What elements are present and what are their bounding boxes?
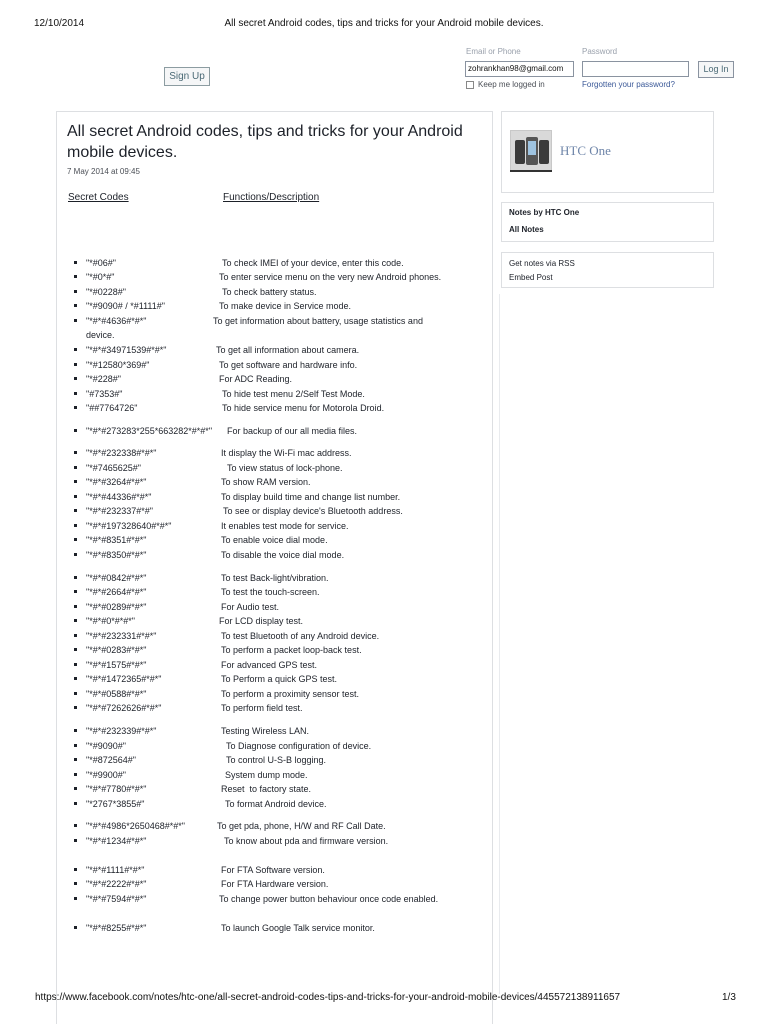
bullet-icon <box>74 773 77 776</box>
code-row <box>0 687 490 701</box>
code-description: To view status of lock-phone. <box>227 463 343 473</box>
secret-code: "*2767*3855#" <box>86 799 145 809</box>
password-label: Password <box>582 47 618 56</box>
bullet-icon <box>74 348 77 351</box>
code-row <box>0 921 490 935</box>
code-row <box>0 571 490 585</box>
secret-code: "*#228#" <box>86 374 121 384</box>
secret-code: "*#*#8350#*#*" <box>86 550 147 560</box>
code-row <box>0 585 490 599</box>
code-row <box>0 600 490 614</box>
code-row <box>0 372 490 386</box>
code-description: To enable voice dial mode. <box>221 535 328 545</box>
code-description: Reset to factory state. <box>221 784 312 794</box>
code-description: For FTA Hardware version. <box>221 879 329 889</box>
bullet-icon <box>74 926 77 929</box>
code-row <box>0 643 490 657</box>
code-description: To display build time and change list number. <box>221 492 401 502</box>
secret-code: "*#*#1234#*#*" <box>86 836 147 846</box>
code-description: To test the touch-screen. <box>221 587 320 597</box>
bullet-icon <box>74 392 77 395</box>
secret-code: "*#*#7594#*#*" <box>86 894 147 904</box>
password-field[interactable] <box>582 61 689 77</box>
bullet-icon <box>74 648 77 651</box>
bullet-icon <box>74 744 77 747</box>
code-row <box>0 401 490 415</box>
bullet-icon <box>74 261 77 264</box>
secret-code: "*#*#0283#*#*" <box>86 645 147 655</box>
code-description: To Perform a quick GPS test. <box>221 674 338 684</box>
code-row <box>0 424 490 438</box>
code-row <box>0 629 490 643</box>
code-description: To show RAM version. <box>221 477 311 487</box>
code-description: To get all information about camera. <box>216 345 360 355</box>
functions-heading: Functions/Description <box>223 192 320 203</box>
code-row <box>0 490 490 504</box>
code-description: To perform a packet loop-back test. <box>221 645 362 655</box>
code-row <box>0 863 490 877</box>
bullet-icon <box>74 406 77 409</box>
code-row <box>0 285 490 299</box>
bullet-icon <box>74 787 77 790</box>
embed-post-link[interactable]: Embed Post <box>509 273 553 282</box>
code-description: It enables test mode for service. <box>221 521 349 531</box>
code-description: For advanced GPS test. <box>221 660 318 670</box>
secret-code: "*#*#8351#*#*" <box>86 535 147 545</box>
bullet-icon <box>74 480 77 483</box>
secret-code: "*#9090#" <box>86 741 126 751</box>
secret-code: "*#*#1575#*#*" <box>86 660 147 670</box>
secret-code: "*#*#3264#*#*" <box>86 477 147 487</box>
secret-code: "*#*#34971539#*#*" <box>86 345 167 355</box>
code-row <box>0 701 490 715</box>
sidebar-divider <box>499 294 500 994</box>
code-description: To check IMEI of your device, enter this code. <box>222 258 404 268</box>
secret-code: "*#*#7780#*#*" <box>86 784 147 794</box>
code-row <box>0 753 490 767</box>
code-row <box>0 892 490 906</box>
all-notes-link[interactable]: All Notes <box>509 225 544 234</box>
secret-code: "*#*#273283*255*663282*#*#*" <box>86 426 213 436</box>
bullet-icon <box>74 363 77 366</box>
secret-code: "*#12580*369#" <box>86 360 150 370</box>
email-field[interactable]: zohrankhan98@gmail.com <box>465 61 574 77</box>
code-description: For Audio test. <box>221 602 280 612</box>
secret-code: "*#*#232339#*#*" <box>86 726 157 736</box>
bullet-icon <box>74 802 77 805</box>
secret-code: "*#7465625#" <box>86 463 141 473</box>
phone-screen-icon <box>528 141 536 155</box>
page-name-link[interactable]: HTC One <box>560 143 611 158</box>
code-description: To perform a proximity sensor test. <box>221 689 360 699</box>
code-row <box>0 358 490 372</box>
secret-code: "*#*#7262626#*#*" <box>86 703 162 713</box>
page-avatar[interactable] <box>510 130 552 172</box>
code-description: To check battery status. <box>222 287 317 297</box>
bullet-icon <box>74 677 77 680</box>
bullet-icon <box>74 524 77 527</box>
code-row <box>0 519 490 533</box>
secret-code: "*#*#2222#*#*" <box>86 879 147 889</box>
bullet-icon <box>74 319 77 322</box>
bullet-icon <box>74 553 77 556</box>
bullet-icon <box>74 605 77 608</box>
bullet-icon <box>74 729 77 732</box>
code-description: To know about pda and firmware version. <box>224 836 389 846</box>
secret-code: "*#0*#" <box>86 272 115 282</box>
bullet-icon <box>74 290 77 293</box>
secret-code: "*#06#" <box>86 258 116 268</box>
code-description: To test Bluetooth of any Android device. <box>221 631 380 641</box>
code-row <box>0 834 490 848</box>
note-title: All secret Android codes, tips and tricks for your Android mobile devices. <box>67 123 463 161</box>
code-row <box>0 797 490 811</box>
phone-icon <box>539 140 549 164</box>
code-row <box>0 504 490 518</box>
secret-code: "*#*#232338#*#*" <box>86 448 157 458</box>
bullet-icon <box>74 590 77 593</box>
code-row <box>0 739 490 753</box>
code-row <box>0 299 490 313</box>
bullet-icon <box>74 275 77 278</box>
code-row <box>0 475 490 489</box>
code-row <box>0 446 490 460</box>
code-row <box>0 548 490 562</box>
code-row <box>0 819 490 833</box>
code-row <box>0 614 490 628</box>
secret-code: "*#*#4636#*#*" <box>86 316 147 326</box>
bullet-icon <box>74 495 77 498</box>
code-row <box>0 768 490 782</box>
bullet-icon <box>74 824 77 827</box>
secret-code: "*#*#1472365#*#*" <box>86 674 162 684</box>
code-description: To hide test menu 2/Self Test Mode. <box>222 389 365 399</box>
forgot-password-link[interactable]: Forgotten your password? <box>582 80 675 89</box>
secret-code: "*#*#8255#*#*" <box>86 923 147 933</box>
email-label: Email or Phone <box>466 47 521 56</box>
bullet-icon <box>74 634 77 637</box>
code-description: It display the Wi-Fi mac address. <box>221 448 352 458</box>
bullet-icon <box>74 538 77 541</box>
code-row <box>0 387 490 401</box>
footer-page-number: 1/3 <box>722 992 736 1003</box>
code-description: To Diagnose configuration of device. <box>226 741 372 751</box>
code-description: To disable the voice dial mode. <box>221 550 345 560</box>
bullet-icon <box>74 619 77 622</box>
code-description: To enter service menu on the very new Android phones. <box>219 272 442 282</box>
code-description: To change power button behaviour once code enabled. <box>219 894 439 904</box>
secret-code: "*#*#4986*2650468#*#*" <box>86 821 185 831</box>
bullet-icon <box>74 509 77 512</box>
keep-logged-in-label: Keep me logged in <box>478 80 545 89</box>
code-description: To launch Google Talk service monitor. <box>221 923 375 933</box>
code-description: For backup of our all media files. <box>227 426 358 436</box>
sign-up-button[interactable]: Sign Up <box>164 67 210 86</box>
bullet-icon <box>74 451 77 454</box>
rss-link[interactable]: Get notes via RSS <box>509 259 575 268</box>
code-description: To perform field test. <box>221 703 303 713</box>
bullet-icon <box>74 466 77 469</box>
bullet-icon <box>74 304 77 307</box>
secret-code: "*#0228#" <box>86 287 126 297</box>
secret-code: "*#9090# / *#1111#" <box>86 301 165 311</box>
code-row <box>0 270 490 284</box>
code-description: To test Back-light/vibration. <box>221 573 329 583</box>
footer-url: https://www.facebook.com/notes/htc-one/all-secret-android-codes-tips-and-tricks-for-your-android-mobile-devices/445572138911657 <box>35 992 621 1003</box>
code-description-continued: device. <box>86 330 115 340</box>
secret-code: "*#872564#" <box>86 755 136 765</box>
secret-code: "*#*#1111#*#*" <box>86 865 145 875</box>
code-row <box>0 256 490 270</box>
secret-code: "#7353#" <box>86 389 123 399</box>
note-date: 7 May 2014 at 09:45 <box>67 167 140 176</box>
code-row <box>0 672 490 686</box>
bullet-icon <box>74 897 77 900</box>
code-row <box>0 461 490 475</box>
secret-code: "*#*#0588#*#*" <box>86 689 147 699</box>
bullet-icon <box>74 576 77 579</box>
secret-code: "*#*#44336#*#*" <box>86 492 152 502</box>
secret-code: "*#9900#" <box>86 770 126 780</box>
secret-code: "*#*#0289#*#*" <box>86 602 147 612</box>
print-title: All secret Android codes, tips and tricks for your Android mobile devices. <box>224 18 544 29</box>
bullet-icon <box>74 377 77 380</box>
secret-code: "*#*#197328640#*#*" <box>86 521 172 531</box>
code-row <box>0 533 490 547</box>
code-description: For FTA Software version. <box>221 865 325 875</box>
bullet-icon <box>74 868 77 871</box>
code-description: For LCD display test. <box>219 616 304 626</box>
bullet-icon <box>74 692 77 695</box>
bullet-icon <box>74 663 77 666</box>
bullet-icon <box>74 758 77 761</box>
code-description: To make device in Service mode. <box>219 301 352 311</box>
print-date: 12/10/2014 <box>34 18 85 29</box>
code-description: To format Android device. <box>225 799 327 809</box>
code-description: To get software and hardware info. <box>219 360 358 370</box>
code-description: To control U-S-B logging. <box>226 755 327 765</box>
code-description: For ADC Reading. <box>219 374 293 384</box>
secret-code: "*#*#0842#*#*" <box>86 573 147 583</box>
secret-code: "*#*#232337#*#" <box>86 506 153 516</box>
code-description: System dump mode. <box>225 770 308 780</box>
secret-code: "*#*#0*#*#*" <box>86 616 135 626</box>
avatar-underline <box>510 170 552 172</box>
code-row <box>0 314 490 342</box>
code-row <box>0 343 490 357</box>
notes-by-link[interactable]: Notes by HTC One <box>509 208 580 217</box>
note-actions-box <box>501 252 714 288</box>
code-row <box>0 724 490 738</box>
bullet-icon <box>74 882 77 885</box>
code-description: To see or display device's Bluetooth address. <box>223 506 403 516</box>
code-description: To get information about battery, usage statistics and <box>213 316 423 326</box>
secret-code: "*#*#2664#*#*" <box>86 587 147 597</box>
bullet-icon <box>74 706 77 709</box>
code-row <box>0 658 490 672</box>
bullet-icon <box>74 429 77 432</box>
phone-icon <box>515 140 525 164</box>
bullet-icon <box>74 839 77 842</box>
code-row <box>0 877 490 891</box>
secret-code: "*#*#232331#*#*" <box>86 631 157 641</box>
code-description: Testing Wireless LAN. <box>221 726 310 736</box>
secret-code: "##7764726" <box>86 403 138 413</box>
code-description: To hide service menu for Motorola Droid. <box>222 403 385 413</box>
code-row <box>0 782 490 796</box>
code-description: To get pda, phone, H/W and RF Call Date. <box>217 821 386 831</box>
secret-codes-heading: Secret Codes <box>68 192 129 203</box>
log-in-button[interactable]: Log In <box>698 61 734 78</box>
